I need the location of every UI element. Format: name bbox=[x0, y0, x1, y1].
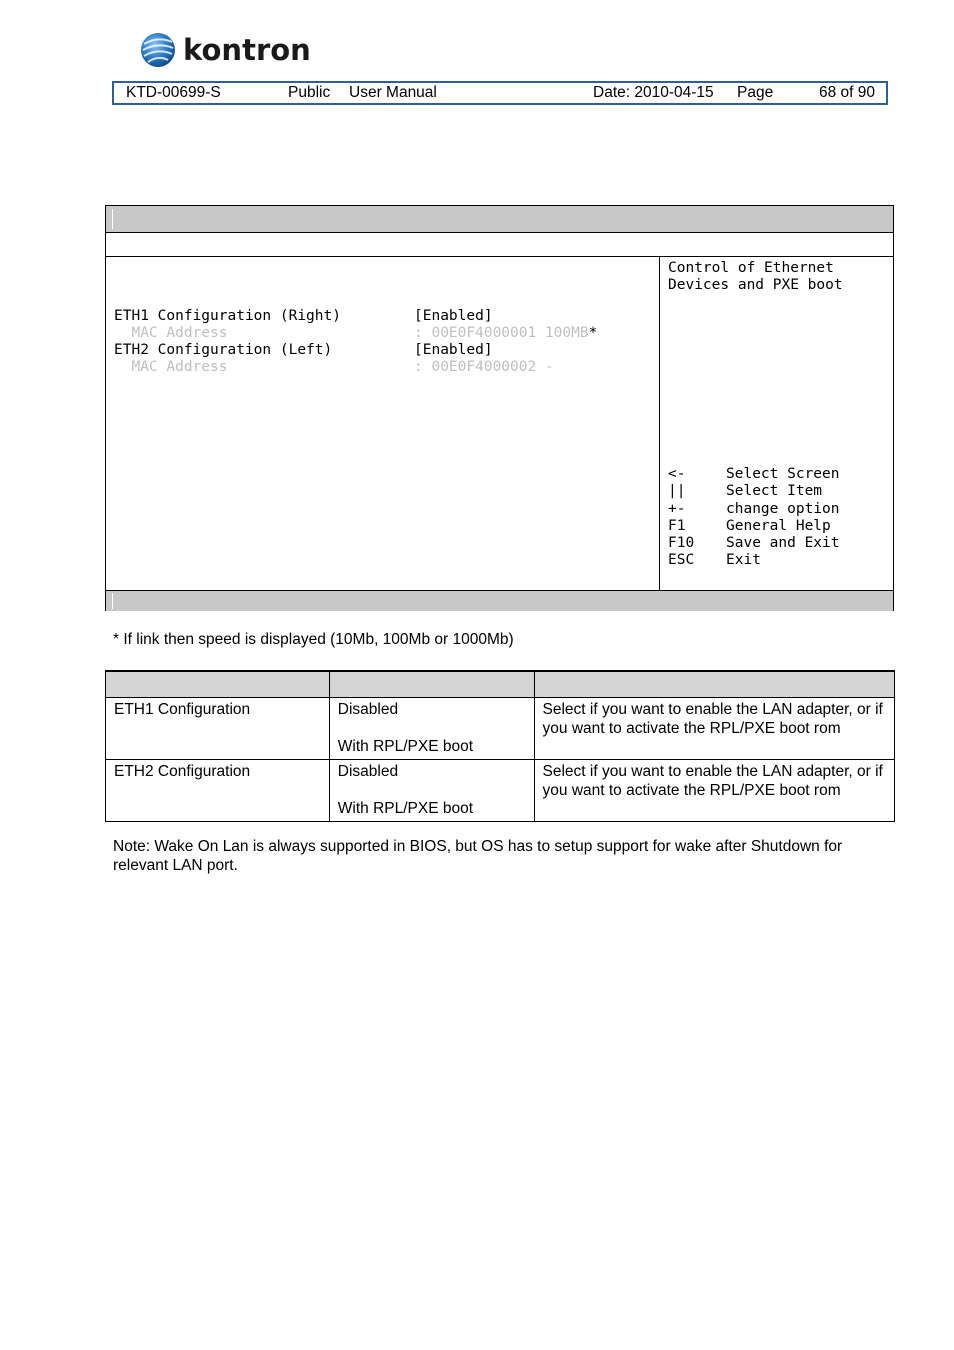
bios-key: <- bbox=[668, 466, 686, 482]
bios-item-eth2-label[interactable]: ETH2 Configuration (Left) bbox=[114, 342, 333, 358]
table-row bbox=[106, 698, 895, 760]
doc-date: Date: 2010-04-15 bbox=[593, 84, 714, 101]
bios-screen bbox=[105, 205, 894, 611]
options-cell: Disabled With RPL/PXE boot bbox=[329, 698, 534, 760]
feature-cell: ETH2 Configuration bbox=[106, 760, 330, 822]
note-paragraph: Note: Wake On Lan is always supported in BIOS, but OS has to setup support for wake after Shutdown for relevant LAN port. bbox=[113, 838, 843, 874]
bios-status-bar bbox=[106, 590, 893, 611]
bios-help-line: Devices and PXE boot bbox=[668, 277, 843, 293]
options-cell: Disabled With RPL/PXE boot bbox=[329, 760, 534, 822]
bios-key: +- bbox=[668, 501, 686, 517]
bios-key-action: Select Item bbox=[726, 483, 823, 499]
classification: Public bbox=[288, 84, 331, 101]
bios-menu-row bbox=[106, 233, 893, 257]
table-row bbox=[106, 760, 895, 822]
bios-item-mac1-value: : 00E0F4000001 100MB* bbox=[414, 325, 598, 341]
table-header-row bbox=[106, 671, 895, 698]
doc-type: User Manual bbox=[349, 84, 437, 101]
feature-cell: ETH1 Configuration bbox=[106, 698, 330, 760]
bios-key-action: change option bbox=[726, 501, 840, 517]
table-header-cell bbox=[106, 671, 330, 698]
bios-key-action: Save and Exit bbox=[726, 535, 840, 551]
footnote: * If link then speed is displayed (10Mb, 100Mb or 1000Mb) bbox=[113, 631, 514, 648]
bios-item-mac1-label: MAC Address bbox=[114, 325, 228, 341]
options-table bbox=[105, 670, 895, 822]
globe-icon bbox=[140, 32, 176, 68]
bios-title-bar bbox=[106, 206, 893, 233]
bios-key: F1 bbox=[668, 518, 686, 534]
table-header-cell bbox=[534, 671, 894, 698]
bios-item-eth1-label[interactable]: ETH1 Configuration (Right) bbox=[114, 308, 341, 324]
bios-help-line: Control of Ethernet bbox=[668, 260, 834, 276]
bios-item-eth1-value[interactable]: [Enabled] bbox=[414, 308, 493, 324]
bios-key: || bbox=[668, 483, 686, 499]
bios-key: F10 bbox=[668, 535, 695, 551]
kontron-logo bbox=[140, 32, 320, 72]
bios-item-eth2-value[interactable]: [Enabled] bbox=[414, 342, 493, 358]
logo-wordmark: kontron bbox=[183, 33, 311, 67]
bios-divider bbox=[659, 257, 660, 590]
table-header-cell bbox=[329, 671, 534, 698]
bios-key-action: Exit bbox=[726, 552, 761, 568]
bios-key-action: Select Screen bbox=[726, 466, 840, 482]
bios-item-mac2-value: : 00E0F4000002 - bbox=[414, 359, 554, 375]
bios-item-mac2-label: MAC Address bbox=[114, 359, 228, 375]
page-label: Page bbox=[737, 84, 774, 101]
doc-id: KTD-00699-S bbox=[126, 84, 221, 101]
description-cell: Select if you want to enable the LAN adapter, or if you want to activate the RPL/PXE boot rom bbox=[534, 760, 894, 822]
page-number: 68 of 90 bbox=[819, 84, 876, 101]
bios-key: ESC bbox=[668, 552, 695, 568]
description-cell: Select if you want to enable the LAN adapter, or if you want to activate the RPL/PXE boot rom bbox=[534, 698, 894, 760]
bios-key-action: General Help bbox=[726, 518, 831, 534]
document-header bbox=[112, 81, 888, 105]
